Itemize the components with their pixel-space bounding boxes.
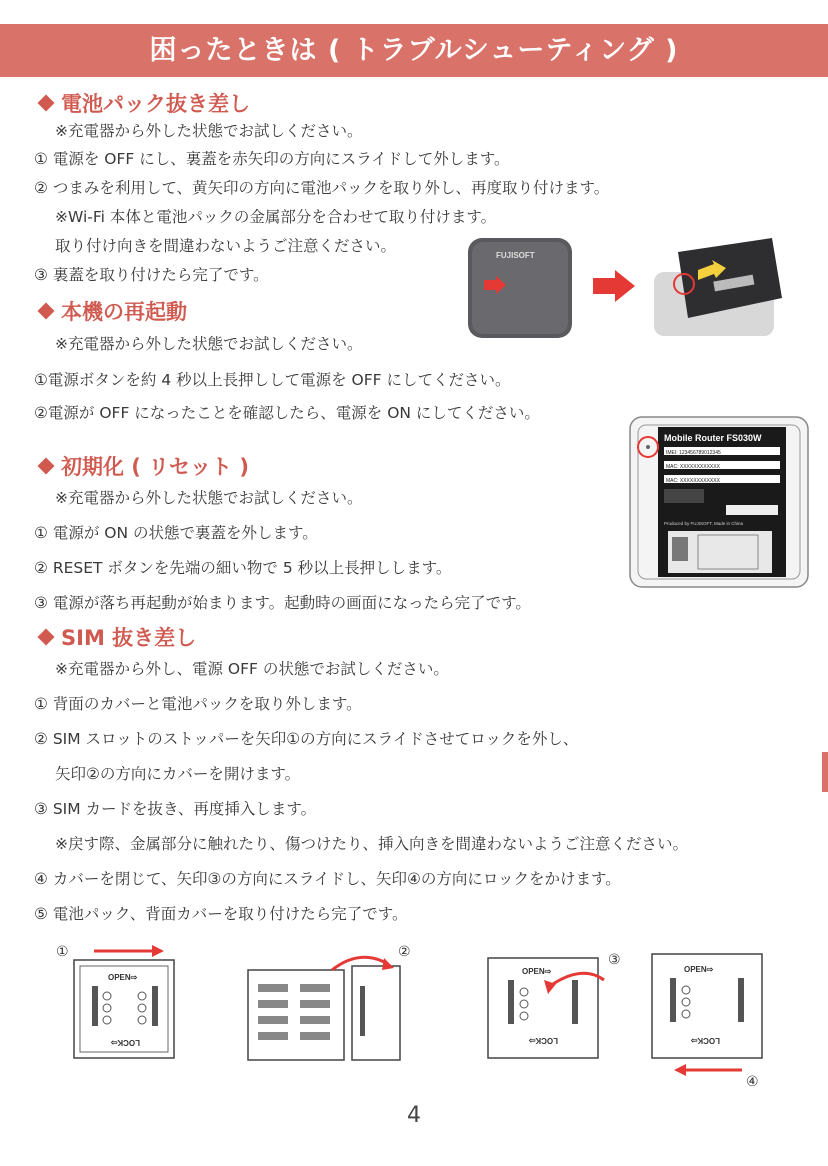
sim-diagram-1 xyxy=(52,940,187,1065)
label-title: Mobile Router FS030W xyxy=(664,433,762,443)
sim-diagram-2 xyxy=(240,940,420,1065)
text-line: ① 背面のカバーと電池パックを取り外します。 xyxy=(34,695,362,713)
text-line: 取り付け向きを間違わないようご注意ください。 xyxy=(55,237,397,255)
device-label-image xyxy=(628,415,812,591)
device-back-image xyxy=(466,236,574,340)
text-line: ② つまみを利用して、黄矢印の方向に電池パックを取り外し、再度取り付けます。 xyxy=(34,179,610,197)
heading-text: 電池パック抜き差し xyxy=(61,92,250,116)
text-line: ② SIM スロットのストッパーを矢印①の方向にスライドさせてロックを外し、 xyxy=(34,730,579,748)
lock-label: LOCK⇨ xyxy=(690,1036,720,1045)
label-produced: Produced by FUJISOFT, Made in China xyxy=(664,521,744,526)
text-line: ⑤ 電池パック、背面カバーを取り付けたら完了です。 xyxy=(34,905,408,923)
arrow-curve-icon xyxy=(382,958,394,970)
text-line: ※充電器から外した状態でお試しください。 xyxy=(55,122,363,140)
arrow-right-icon xyxy=(591,268,637,304)
text-line: ① 電源が ON の状態で裏蓋を外します。 xyxy=(34,524,318,542)
reset-button-icon xyxy=(646,445,650,449)
text-line: ※充電器から外した状態でお試しください。 xyxy=(55,489,363,507)
lock-label: LOCK⇨ xyxy=(528,1036,558,1045)
open-label: OPEN⇨ xyxy=(108,973,138,982)
text-line: 矢印②の方向にカバーを開けます。 xyxy=(55,765,301,783)
text-line: ④ カバーを閉じて、矢印③の方向にスライドし、矢印④の方向にロックをかけます。 xyxy=(34,870,621,888)
lock-label: LOCK⇨ xyxy=(110,1038,140,1047)
label-mac: MAC: XXXXXXXXXXXX xyxy=(666,464,720,470)
text-line: ※充電器から外し、電源 OFF の状態でお試しください。 xyxy=(55,660,449,678)
open-label: OPEN⇨ xyxy=(684,965,714,974)
diamond-icon xyxy=(38,95,55,112)
text-line: ①電源ボタンを約 4 秒以上長押しして電源を OFF にしてください。 xyxy=(34,371,511,389)
label-imei: IMEI: 123456789012345 xyxy=(666,450,721,456)
diamond-icon xyxy=(38,458,55,475)
open-label: OPEN⇨ xyxy=(522,967,552,976)
text-line: ②電源が OFF になったことを確認したら、電源を ON にしてください。 xyxy=(34,404,540,422)
text-line: ① 電源を OFF にし、裏蓋を赤矢印の方向にスライドして外します。 xyxy=(34,150,510,168)
marker-1: ① xyxy=(56,944,69,960)
sim-diagram-3 xyxy=(482,940,632,1065)
device-brand: FUJISOFT xyxy=(496,251,535,260)
heading-text: SIM 抜き差し xyxy=(61,626,197,650)
marker-4: ④ xyxy=(746,1074,759,1090)
heading-text: 本機の再起動 xyxy=(61,300,187,324)
sim-diagram-4 xyxy=(646,940,776,1092)
section-heading-battery xyxy=(34,88,250,118)
arrow-right-icon xyxy=(152,945,164,957)
text-line: ※戻す際、金属部分に触れたり、傷つけたり、挿入向きを間違わないようご注意ください。 xyxy=(55,835,688,853)
battery-removal-image xyxy=(654,234,784,340)
section-heading-reset xyxy=(34,451,249,481)
text-line: ③ 裏蓋を取り付けたら完了です。 xyxy=(34,266,269,284)
section-heading-sim xyxy=(34,622,196,652)
heading-text: 初期化 ( リセット ) xyxy=(61,455,249,479)
side-tab xyxy=(822,752,828,792)
text-line: ② RESET ボタンを先端の細い物で 5 秒以上長押しします。 xyxy=(34,559,452,577)
text-line: ③ 電源が落ち再起動が始まります。起動時の画面になったら完了です。 xyxy=(34,594,531,612)
page-number: 4 xyxy=(407,1103,421,1128)
text-line: ※充電器から外した状態でお試しください。 xyxy=(55,335,363,353)
text-line: ※Wi-Fi 本体と電池パックの金属部分を合わせて取り付けます。 xyxy=(55,208,497,226)
diamond-icon xyxy=(38,303,55,320)
marker-3: ③ xyxy=(608,952,621,968)
label-mac-2: MAC: XXXXXXXXXXXX xyxy=(666,478,720,484)
page-title: 困ったときは ( トラブルシューティング ) xyxy=(149,35,679,66)
arrow-left-icon xyxy=(674,1064,686,1076)
marker-2: ② xyxy=(398,944,411,960)
section-heading-restart xyxy=(34,296,187,326)
text-line: ③ SIM カードを抜き、再度挿入します。 xyxy=(34,800,317,818)
diamond-icon xyxy=(38,629,55,646)
